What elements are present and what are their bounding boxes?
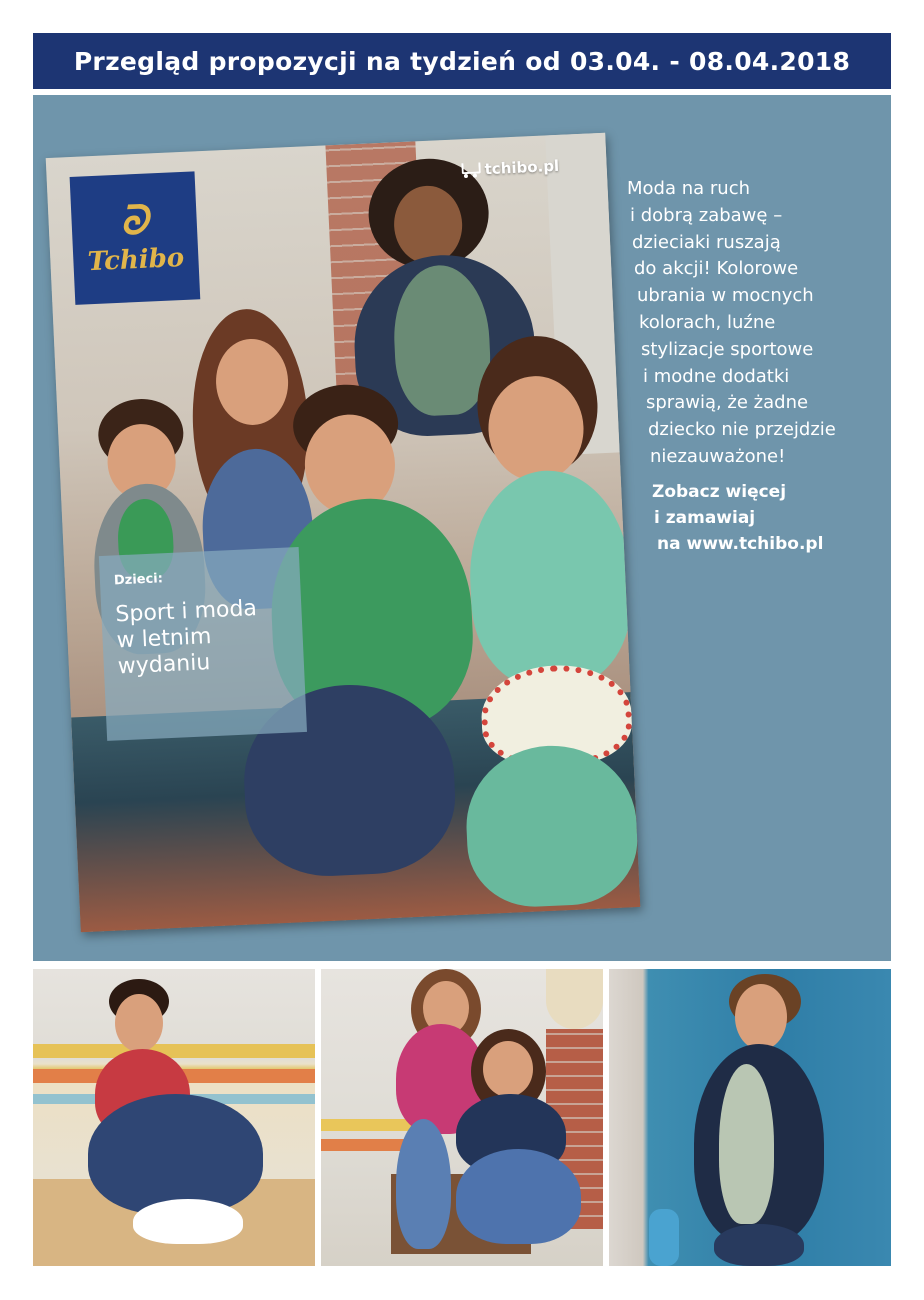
kid-tshirt — [465, 467, 635, 689]
description-line: kolorach, luźne — [639, 311, 776, 333]
cart-icon — [458, 160, 481, 179]
description-line: dziecko nie przejdzie — [648, 419, 836, 441]
skateboard — [649, 1209, 679, 1266]
description-line: sprawią, że żadne — [646, 392, 809, 414]
tchibo-logo — [70, 171, 201, 305]
kid-jeans — [88, 1094, 263, 1214]
promo-cta[interactable] — [652, 479, 882, 557]
cta-line: Zobacz więcej — [652, 482, 787, 502]
header-title: Przegląd propozycji na tydzień od 03.04. - 08.04.2018 — [73, 46, 851, 76]
wall-stripe — [33, 1044, 315, 1058]
catalog-cover[interactable] — [46, 133, 641, 933]
promo-description — [627, 176, 877, 471]
shop-link[interactable] — [458, 157, 559, 180]
description-line: ubrania w mocnych — [637, 285, 814, 307]
kid-shirt — [719, 1064, 774, 1224]
cover-label — [99, 547, 307, 741]
kid-jeans — [714, 1224, 804, 1266]
kid-face — [735, 984, 787, 1050]
description-line: dzieciaki ruszają — [632, 231, 781, 253]
kid-sneakers — [133, 1199, 243, 1244]
page-header — [33, 33, 891, 89]
kid-jeans — [396, 1119, 451, 1249]
cover-title-line: w letnim — [116, 624, 212, 654]
photo-boy-sitting — [33, 969, 315, 1266]
photo-two-girls — [321, 969, 603, 1266]
shop-link-text: tchibo.pl — [484, 156, 560, 179]
description-line: i modne dodatki — [643, 365, 790, 387]
tchibo-mark-icon: ᘐ — [118, 196, 150, 245]
description-line: Moda na ruch — [627, 178, 750, 199]
kid-face — [483, 1041, 533, 1097]
photo-boy-standing — [609, 969, 891, 1266]
cta-link[interactable]: na www.tchibo.pl — [657, 534, 824, 554]
description-line: niezauważone! — [650, 445, 786, 467]
cover-title-line: Sport i moda — [114, 595, 258, 628]
kid-face — [115, 994, 163, 1052]
kid-jeans — [456, 1149, 581, 1244]
description-line: stylizacje sportowe — [641, 338, 814, 360]
description-line: i dobrą zabawę – — [630, 204, 783, 226]
description-line: do akcji! Kolorowe — [634, 258, 799, 280]
cover-kicker: Dzieci: — [113, 571, 164, 589]
lamp-shade — [546, 969, 603, 1029]
cover-title-line: wydaniu — [117, 650, 211, 680]
cover-title — [115, 595, 290, 681]
tchibo-wordmark: Tchibo — [87, 242, 185, 278]
cta-line: i zamawiaj — [654, 508, 756, 528]
